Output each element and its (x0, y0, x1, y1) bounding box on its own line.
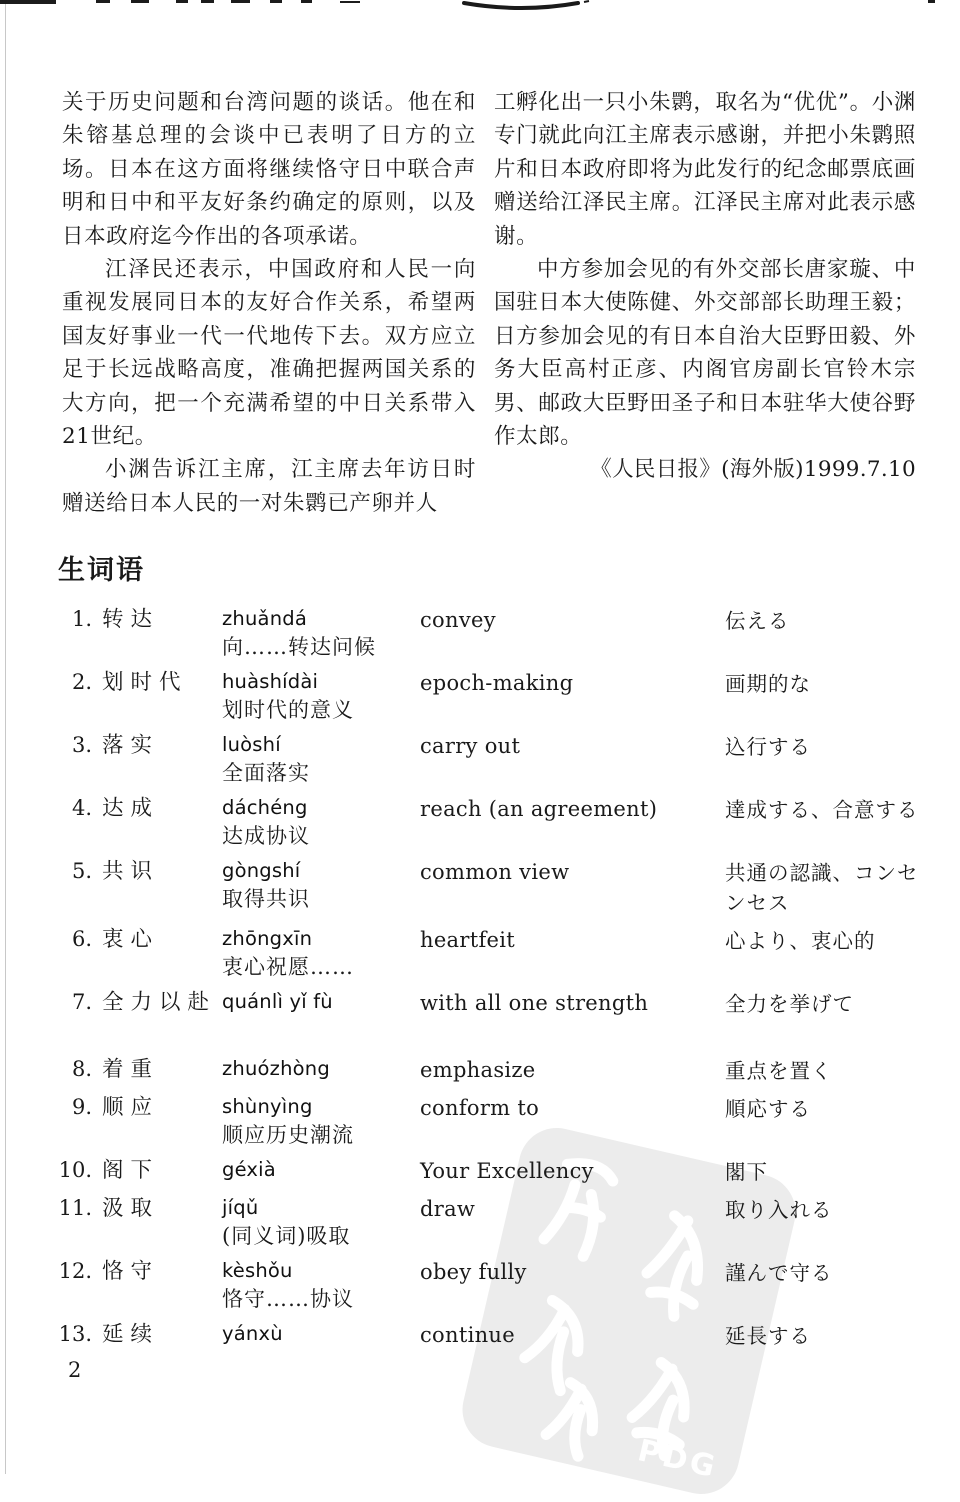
entry-pinyin: zhōngxīn (222, 927, 313, 950)
entry-pinyin-cell (222, 668, 420, 724)
entry-number: 12. (58, 1259, 92, 1283)
entry-japanese: 謹んで守る (725, 1261, 833, 1285)
article-paragraph: 江泽民还表示，中国政府和人民一向重视发展同日本的友好合作关系，希望两国友好事业一代一代地传下去。双方应立足于长远战略高度，准确把握两国关系的大方向，把一个充满希望的中日关系带入21世纪。 (62, 257, 476, 450)
vocab-entry (46, 668, 926, 724)
scan-artifact (928, 0, 935, 3)
article-paragraph: 小渊告诉江主席，江主席去年访日时赠送给日本人民的一对朱鹮已产卵并人 (62, 457, 476, 516)
entry-english: epoch-making (420, 671, 574, 695)
entry-japanese: 全力を挙げて (725, 992, 854, 1016)
entry-number: 5. (71, 859, 92, 883)
entry-english: with all one strength (420, 991, 649, 1015)
entry-pinyin-cell (222, 1156, 420, 1184)
entry-english: continue (420, 1323, 515, 1347)
entry-number: 10. (58, 1158, 92, 1182)
entry-word-cell (46, 794, 222, 824)
entry-pinyin-cell (222, 1055, 420, 1083)
article-paragraph: 中方参加会见的有外交部长唐家璇、中国驻日本大使陈健、外交部部长助理王毅；日方参加会见的有日本自治大臣野田毅、外务大臣高村正彦、内阁官房副长官铃木宗男、邮政大臣野田圣子和日本驻华大使谷野作太郎。 (494, 257, 916, 450)
entry-pinyin-cell (222, 1257, 420, 1313)
vocab-entry (46, 988, 926, 1019)
entry-japanese: 延長する (725, 1324, 811, 1348)
article-right-column (494, 86, 916, 487)
vocab-entry (46, 925, 926, 981)
scan-artifact-curve (462, 0, 592, 14)
entry-pinyin-cell (222, 1194, 420, 1250)
entry-english: carry out (420, 734, 521, 758)
vocab-entry (46, 794, 926, 850)
entry-pinyin: shùnyìng (222, 1095, 313, 1118)
entry-number: 7. (71, 990, 92, 1014)
entry-english: draw (420, 1197, 476, 1221)
entry-word: 落实 (102, 733, 160, 758)
entry-pinyin: luòshí (222, 733, 281, 756)
article-paragraph: 关于历史问题和台湾问题的谈话。他在和朱镕基总理的会谈中已表明了日方的立场。日本在这方面将继续恪守日中联合声明和日中和平友好条约确定的原则，以及日本政府迄今作出的各项承诺。 (62, 90, 476, 249)
entry-example: 全面落实 (222, 761, 310, 785)
entry-pinyin: zhuǎndá (222, 607, 307, 630)
entry-word: 汲取 (102, 1196, 160, 1221)
entry-pinyin: zhuózhòng (222, 1057, 330, 1080)
vocab-entry (46, 1257, 926, 1313)
entry-word-cell (46, 1156, 222, 1186)
page-number: 2 (68, 1358, 82, 1382)
entry-word-cell (46, 988, 222, 1018)
entry-english: Your Excellency (420, 1159, 594, 1183)
scan-artifact (131, 0, 149, 3)
entry-pinyin: kèshǒu (222, 1259, 293, 1282)
entry-japanese: 取り入れる (725, 1198, 833, 1222)
vocab-entry (46, 1320, 926, 1351)
vocab-entry (46, 605, 926, 661)
entry-pinyin: dáchéng (222, 796, 308, 819)
entry-japanese: 重点を置く (725, 1059, 833, 1083)
entry-number: 1. (71, 607, 92, 631)
entry-english: heartfeit (420, 928, 516, 952)
entry-japanese: 達成する、合意する (725, 798, 919, 822)
article-source: 《人民日报》(海外版)1999.7.10 (590, 457, 916, 483)
entry-pinyin-cell (222, 988, 420, 1016)
entry-word: 顺应 (102, 1095, 160, 1120)
vocab-section (46, 548, 926, 1382)
entry-word-cell (46, 1320, 222, 1350)
vocab-entry (46, 1093, 926, 1149)
entry-japanese: 伝える (725, 609, 790, 633)
entry-pinyin: gòngshí (222, 859, 301, 882)
entry-pinyin-cell (222, 794, 420, 850)
entry-pinyin: quánlì yǐ fù (222, 990, 333, 1013)
entry-word: 共识 (102, 859, 160, 884)
entry-word: 达成 (102, 796, 160, 821)
entry-example: 取得共识 (222, 887, 310, 911)
entry-english: emphasize (420, 1058, 536, 1082)
scan-artifact (176, 0, 188, 3)
entry-japanese: 画期的な (725, 672, 811, 696)
entry-example: 衷心祝愿…… (222, 955, 354, 979)
entry-word-cell (46, 1194, 222, 1224)
entry-number: 13. (58, 1322, 92, 1346)
scan-artifact (96, 0, 110, 3)
page-edge-line (5, 0, 6, 1474)
entry-example: 恪守……协议 (222, 1287, 354, 1311)
entry-japanese: 込行する (725, 735, 811, 759)
entry-pinyin: géxià (222, 1158, 276, 1181)
entry-word-cell (46, 668, 222, 698)
vocab-heading: 生词语 (58, 555, 145, 586)
entry-pinyin-cell (222, 1320, 420, 1348)
entry-word: 恪守 (102, 1259, 160, 1284)
vocab-entry (46, 1156, 926, 1187)
scan-artifact (301, 0, 312, 3)
entry-example: (同义词)吸取 (222, 1224, 351, 1248)
entry-number: 3. (71, 733, 92, 757)
entry-japanese: 閣下 (725, 1160, 768, 1184)
entry-word: 阁下 (102, 1158, 160, 1183)
vocab-entry (46, 1055, 926, 1086)
entry-word-cell (46, 857, 222, 887)
entry-english: conform to (420, 1096, 540, 1120)
entry-word: 着重 (102, 1057, 160, 1082)
entry-pinyin: huàshídài (222, 670, 319, 693)
vocab-list (46, 605, 926, 1351)
entry-word: 延续 (102, 1322, 160, 1347)
scan-artifact (0, 0, 56, 4)
entry-word: 转达 (102, 607, 160, 632)
entry-word-cell (46, 1055, 222, 1085)
entry-word-cell (46, 1257, 222, 1287)
entry-word-cell (46, 605, 222, 635)
scan-artifact (201, 0, 214, 3)
entry-pinyin-cell (222, 605, 420, 661)
entry-pinyin: yánxù (222, 1322, 283, 1345)
vocab-entry (46, 1194, 926, 1250)
entry-word-cell (46, 1093, 222, 1123)
entry-pinyin-cell (222, 1093, 420, 1149)
entry-word: 全力以赴 (102, 990, 217, 1015)
entry-pinyin: jíqǔ (222, 1196, 259, 1219)
entry-example: 达成协议 (222, 824, 310, 848)
entry-number: 6. (71, 927, 92, 951)
entry-english: convey (420, 608, 496, 632)
entry-word: 衷心 (102, 927, 160, 952)
scan-artifact (340, 1, 360, 3)
entry-example: 划时代的意义 (222, 698, 354, 722)
entry-pinyin-cell (222, 925, 420, 981)
vocab-entry (46, 857, 926, 918)
entry-word-cell (46, 731, 222, 761)
entry-number: 11. (58, 1196, 92, 1220)
entry-japanese: 心より、衷心的 (725, 929, 876, 953)
entry-example: 向……转达问候 (222, 635, 376, 659)
scan-artifact (231, 0, 250, 3)
entry-japanese: 共通の認識、コンセンセス (725, 861, 919, 915)
entry-word: 划时代 (102, 670, 188, 695)
entry-number: 4. (71, 796, 92, 820)
entry-english: common view (420, 860, 570, 884)
vocab-entry (46, 731, 926, 787)
entry-example: 顺应历史潮流 (222, 1123, 354, 1147)
entry-pinyin-cell (222, 731, 420, 787)
watermark-pdg-label: PDG (634, 1433, 721, 1486)
article-paragraph: 工孵化出一只小朱鹮，取名为“优优”。小渊专门就此向江主席表示感谢，并把小朱鹮照片和日本政府即将为此发行的纪念邮票底画赠送给江泽民主席。江泽民主席对此表示感谢。 (494, 90, 916, 249)
scan-artifact (270, 0, 282, 3)
entry-english: obey fully (420, 1260, 527, 1284)
entry-number: 8. (71, 1057, 92, 1081)
entry-pinyin-cell (222, 857, 420, 913)
entry-number: 9. (71, 1095, 92, 1119)
entry-number: 2. (71, 670, 92, 694)
article-left-column (62, 86, 476, 520)
entry-japanese: 順応する (725, 1097, 811, 1121)
entry-word-cell (46, 925, 222, 955)
entry-english: reach (an agreement) (420, 797, 658, 821)
